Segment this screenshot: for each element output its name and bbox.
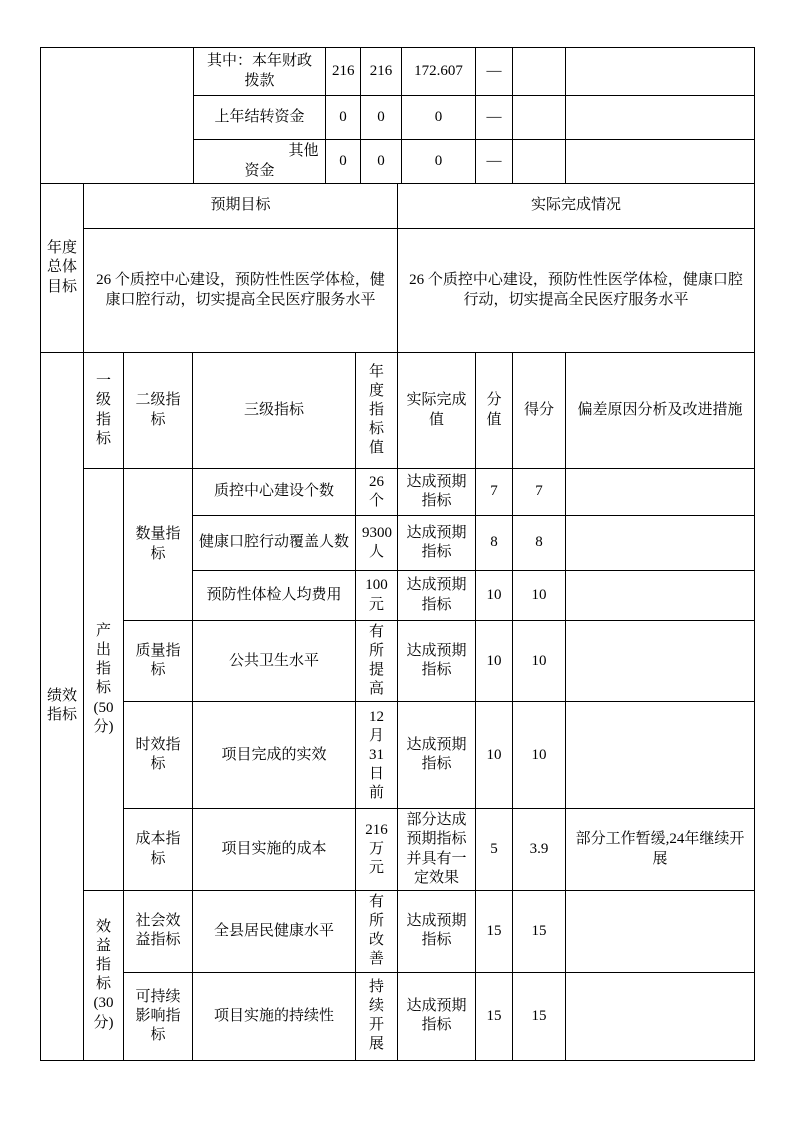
level3-indicator: 预防性体检人均费用 xyxy=(193,571,356,621)
funding-value-budget-1: 216 xyxy=(326,48,361,96)
perf-row-resident-health xyxy=(41,890,755,972)
funding-value-budget-2: 0 xyxy=(326,96,361,140)
perf-row-timeliness xyxy=(41,702,755,809)
funding-label-current-year: 其中：本年财政拨款 xyxy=(194,48,326,96)
target-value: 216万元 xyxy=(356,809,398,891)
funding-empty-cell xyxy=(566,96,755,140)
target-value: 持续开展 xyxy=(356,972,398,1060)
score-value: 10 xyxy=(476,571,513,621)
deviation-cell xyxy=(566,890,755,972)
performance-section-table xyxy=(40,352,755,1061)
annual-goal-row-label: 年度总体目标 xyxy=(41,184,84,353)
level2-quantity-indicators: 数量指标 xyxy=(124,469,193,621)
level3-indicator: 全县居民健康水平 xyxy=(193,890,356,972)
funding-empty-cell xyxy=(566,140,755,184)
evaluation-table xyxy=(40,47,754,1061)
perf-header-level3: 三级指标 xyxy=(193,353,356,469)
funding-row-1 xyxy=(41,48,755,96)
funding-value-adjusted-3: 0 xyxy=(361,140,402,184)
funding-section-table xyxy=(40,47,755,184)
funding-value-budget-3: 0 xyxy=(326,140,361,184)
earned-value: 7 xyxy=(513,469,566,516)
funding-label-carryover: 上年结转资金 xyxy=(194,96,326,140)
funding-label-other: 其他资金 xyxy=(194,140,326,184)
perf-header-row xyxy=(41,353,755,469)
deviation-cell xyxy=(566,516,755,571)
perf-header-target: 年度指标值 xyxy=(356,353,398,469)
level2-social-benefit-indicators: 社会效益指标 xyxy=(124,890,193,972)
perf-header-actual: 实际完成值 xyxy=(398,353,476,469)
funding-empty-cell xyxy=(513,140,566,184)
score-value: 7 xyxy=(476,469,513,516)
level3-indicator: 健康口腔行动覆盖人数 xyxy=(193,516,356,571)
score-value: 10 xyxy=(476,621,513,702)
target-value: 26个 xyxy=(356,469,398,516)
funding-value-dash-1: — xyxy=(476,48,513,96)
deviation-cell xyxy=(566,972,755,1060)
score-value: 5 xyxy=(476,809,513,891)
perf-row-cost xyxy=(41,809,755,891)
actual-value: 部分达成预期指标并具有一定效果 xyxy=(398,809,476,891)
annual-goal-header-row xyxy=(41,184,755,229)
level3-indicator: 公共卫生水平 xyxy=(193,621,356,702)
earned-value: 10 xyxy=(513,621,566,702)
level2-timeliness-indicators: 时效指标 xyxy=(124,702,193,809)
level1-benefit-indicators: 效益指标(30分) xyxy=(84,890,124,1060)
target-value: 12月31日前 xyxy=(356,702,398,809)
perf-header-level2: 二级指标 xyxy=(124,353,193,469)
funding-empty-cell xyxy=(513,96,566,140)
level3-indicator: 项目实施的持续性 xyxy=(193,972,356,1060)
score-value: 15 xyxy=(476,972,513,1060)
level2-sustainability-indicators: 可持续影响指标 xyxy=(124,972,193,1060)
annual-goal-content-row xyxy=(41,229,755,353)
annual-goal-section-table xyxy=(40,183,755,353)
earned-value: 15 xyxy=(513,972,566,1060)
expected-goal-text: 26 个质控中心建设，预防性性医学体检，健康口腔行动，切实提高全民医疗服务水平 xyxy=(84,229,398,353)
funding-value-dash-2: — xyxy=(476,96,513,140)
deviation-cell xyxy=(566,469,755,516)
perf-header-level1: 一级指标 xyxy=(84,353,124,469)
earned-value: 10 xyxy=(513,571,566,621)
target-value: 9300人 xyxy=(356,516,398,571)
score-value: 8 xyxy=(476,516,513,571)
expected-goal-header: 预期目标 xyxy=(84,184,398,229)
level3-indicator: 项目实施的成本 xyxy=(193,809,356,891)
level1-output-indicators: 产出指标(50分) xyxy=(84,469,124,891)
level3-indicator: 项目完成的实效 xyxy=(193,702,356,809)
funding-empty-cell xyxy=(513,48,566,96)
earned-value: 3.9 xyxy=(513,809,566,891)
funding-left-merged-cell xyxy=(41,48,194,184)
perf-header-score: 分值 xyxy=(476,353,513,469)
funding-value-adjusted-2: 0 xyxy=(361,96,402,140)
actual-value: 达成预期指标 xyxy=(398,516,476,571)
perf-row-sustainability xyxy=(41,972,755,1060)
level2-quality-indicators: 质量指标 xyxy=(124,621,193,702)
funding-value-adjusted-1: 216 xyxy=(361,48,402,96)
deviation-cell xyxy=(566,621,755,702)
earned-value: 10 xyxy=(513,702,566,809)
earned-value: 8 xyxy=(513,516,566,571)
actual-value: 达成预期指标 xyxy=(398,621,476,702)
perf-row-public-health xyxy=(41,621,755,702)
actual-value: 达成预期指标 xyxy=(398,890,476,972)
funding-empty-cell xyxy=(566,48,755,96)
level3-indicator: 质控中心建设个数 xyxy=(193,469,356,516)
perf-header-deviation: 偏差原因分析及改进措施 xyxy=(566,353,755,469)
deviation-cell: 部分工作暂缓,24年继续开展 xyxy=(566,809,755,891)
level2-cost-indicators: 成本指标 xyxy=(124,809,193,891)
funding-value-dash-3: — xyxy=(476,140,513,184)
score-value: 15 xyxy=(476,890,513,972)
perf-header-earned: 得分 xyxy=(513,353,566,469)
funding-value-actual-1: 172.607 xyxy=(402,48,476,96)
score-value: 10 xyxy=(476,702,513,809)
funding-value-actual-3: 0 xyxy=(402,140,476,184)
actual-completion-text: 26 个质控中心建设，预防性性医学体检，健康口腔行动，切实提高全民医疗服务水平 xyxy=(398,229,755,353)
perf-row-label: 绩效指标 xyxy=(41,353,84,1061)
perf-row-quality-center xyxy=(41,469,755,516)
deviation-cell xyxy=(566,702,755,809)
funding-value-actual-2: 0 xyxy=(402,96,476,140)
actual-value: 达成预期指标 xyxy=(398,702,476,809)
actual-value: 达成预期指标 xyxy=(398,469,476,516)
target-value: 有所提高 xyxy=(356,621,398,702)
deviation-cell xyxy=(566,571,755,621)
actual-value: 达成预期指标 xyxy=(398,571,476,621)
earned-value: 15 xyxy=(513,890,566,972)
actual-value: 达成预期指标 xyxy=(398,972,476,1060)
target-value: 有所改善 xyxy=(356,890,398,972)
actual-completion-header: 实际完成情况 xyxy=(398,184,755,229)
target-value: 100元 xyxy=(356,571,398,621)
